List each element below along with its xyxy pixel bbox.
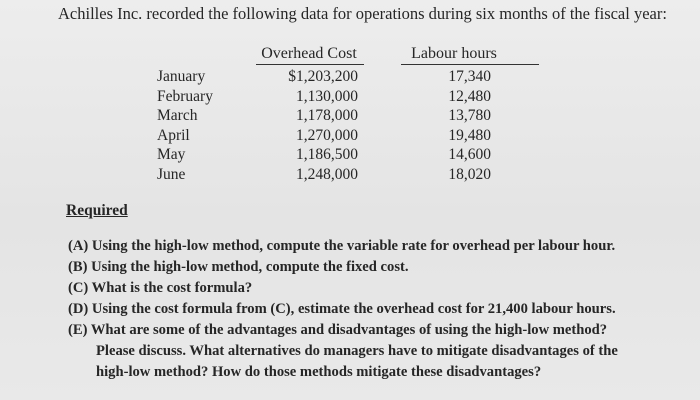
labour-hours-cell: 13,780: [448, 107, 491, 125]
question-e-continuation: high-low method? How do those methods mitigate these disadvantages?: [96, 364, 542, 380]
overhead-cost-cell: 1,178,000: [296, 107, 358, 125]
overhead-cost-cell: $1,203,200: [288, 68, 358, 85]
month-cell: February: [157, 87, 213, 105]
labour-hours-cell: 18,020: [448, 165, 491, 183]
question-d: (D) Using the cost formula from (C), estimate the overhead cost for 21,400 labour hours.: [68, 301, 616, 317]
table-row: [0, 68, 700, 88]
overhead-cost-header-rule: [256, 64, 364, 65]
table-row: [0, 88, 700, 108]
labour-hours-cell: 12,480: [448, 87, 491, 105]
overhead-cost-cell: 1,130,000: [296, 87, 358, 105]
question-list: [68, 236, 688, 383]
question-a: (A) Using the high-low method, compute the variable rate for overhead per labour hour.: [68, 238, 616, 254]
overhead-cost-header: Overhead Cost: [261, 45, 357, 62]
labour-hours-cell: 17,340: [448, 68, 491, 85]
labour-hours-header: Labour hours: [411, 45, 497, 62]
month-cell: April: [157, 126, 190, 144]
question-e: (E) What are some of the advantages and disadvantages of using the high-low method?: [68, 322, 608, 338]
question-b: (B) Using the high-low method, compute the fixed cost.: [68, 259, 409, 275]
month-cell: June: [157, 165, 186, 183]
labour-hours-cell: 19,480: [448, 126, 491, 144]
month-cell: March: [157, 107, 198, 125]
overhead-cost-cell: 1,186,500: [296, 146, 358, 164]
question-e-continuation: Please discuss. What alternatives do managers have to mitigate disadvantages of the: [96, 343, 618, 359]
table-row: [0, 107, 700, 127]
month-cell: May: [157, 146, 186, 164]
intro-text: Achilles Inc. recorded the following data for operations during six months of the fiscal year:: [58, 4, 667, 23]
labour-hours-cell: 14,600: [448, 146, 491, 164]
overhead-cost-cell: 1,248,000: [296, 165, 358, 183]
required-heading: Required: [66, 202, 128, 219]
question-c: (C) What is the cost formula?: [68, 280, 253, 296]
table-row: [0, 127, 700, 147]
table-row: [0, 166, 700, 186]
overhead-cost-cell: 1,270,000: [296, 126, 358, 144]
data-table: [0, 68, 700, 186]
month-cell: January: [157, 68, 206, 85]
table-row: [0, 146, 700, 166]
labour-hours-header-rule: [401, 64, 539, 65]
